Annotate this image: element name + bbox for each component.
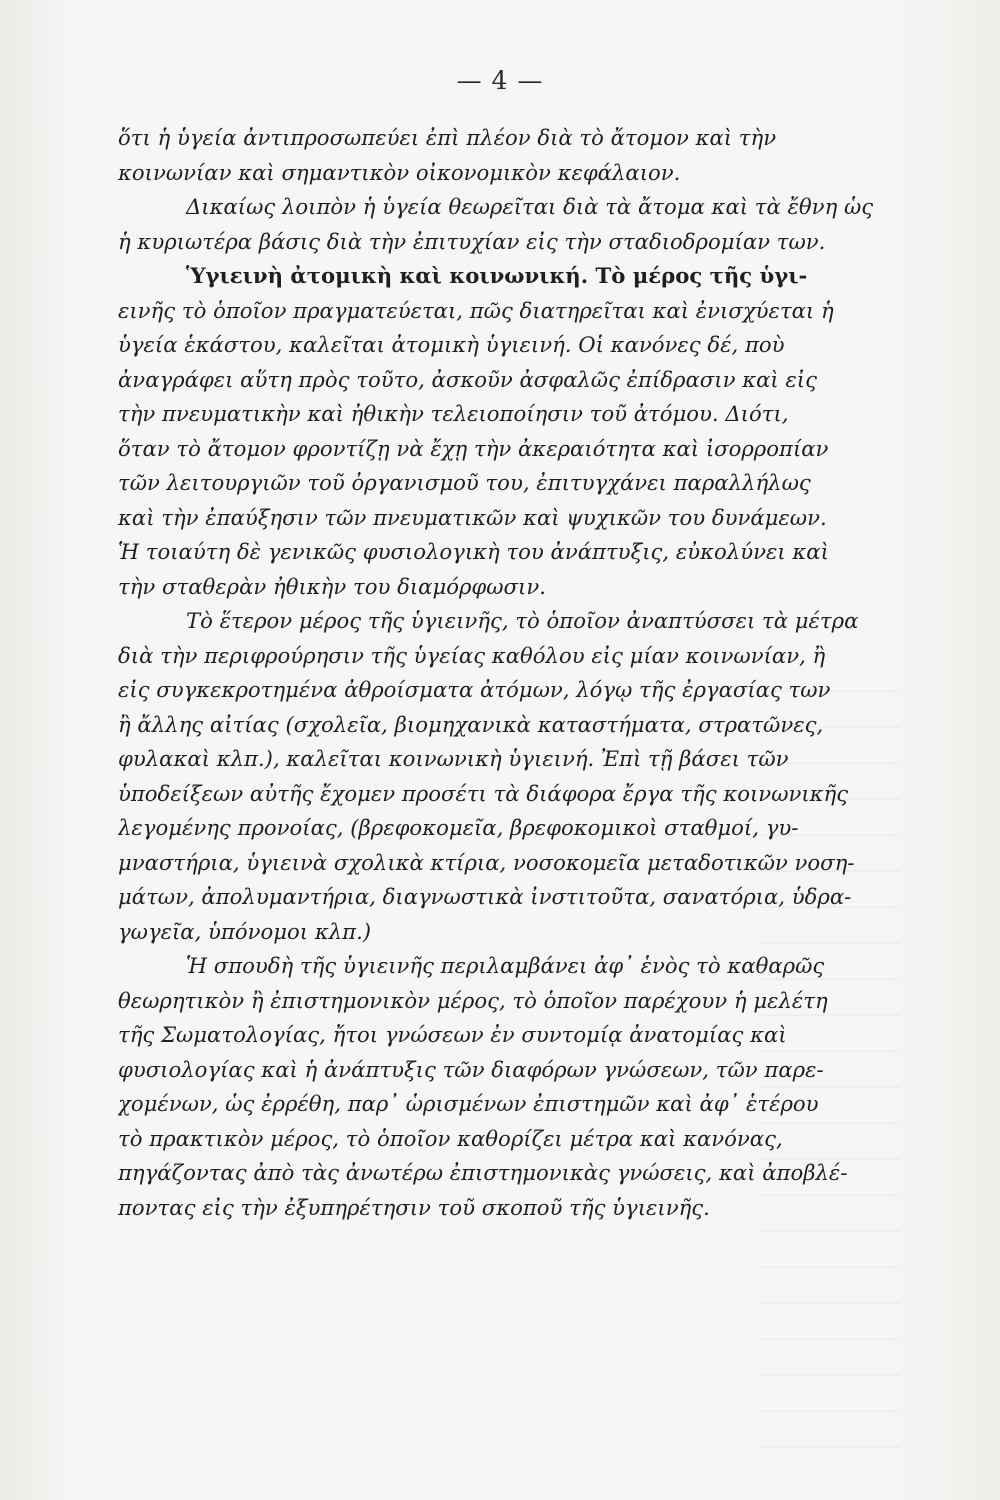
text-line: Ἡ τοιαύτη δὲ γενικῶς φυσιολογικὴ του ἀνάπτυξις, εὐκολύνει καὶ xyxy=(118,539,829,564)
text-line: Ἡ σπουδὴ τῆς ὑγιεινῆς περιλαμβάνει ἀφ᾽ ἑνὸς τὸ καθαρῶς xyxy=(186,953,825,978)
text-line: ὅταν τὸ ἄτομον φροντίζῃ νὰ ἔχῃ τὴν ἀκεραιότητα καὶ ἰσορροπίαν xyxy=(118,435,829,461)
text-line: τῆς Σωματολογίας, ἤτοι γνώσεων ἐν συντομίᾳ ἀνατομίας καὶ xyxy=(118,1022,787,1047)
text-line: τὴν πνευματικὴν καὶ ἠθικὴν τελειοποίησιν τοῦ ἀτόμου. Διότι, xyxy=(118,401,789,426)
text-line: τὸ πρακτικὸν μέρος, τὸ ὁποῖον καθορίζει μέτρα καὶ κανόνας, xyxy=(118,1125,783,1151)
text-line: χομένων, ὡς ἐρρέθη, παρ᾽ ὡρισμένων ἐπιστημῶν καὶ ἀφ᾽ ἑτέρου xyxy=(118,1091,819,1116)
text-line: ὑποδείξεων αὐτῆς ἔχομεν προσέτι τὰ διάφορα ἔργα τῆς κοινωνικῆς xyxy=(118,780,849,806)
text-line: κοινωνίαν καὶ σημαντικὸν οἰκονομικὸν κεφάλαιον. xyxy=(118,159,681,185)
text-line: ἀναγράφει αὕτη πρὸς τοῦτο, ἀσκοῦν ἀσφαλῶς ἐπίδρασιν καὶ εἰς xyxy=(118,366,817,392)
text-line: ὑγεία ἑκάστου, καλεῖται ἀτομικὴ ὑγιεινή. Οἱ κανόνες δέ, ποὺ xyxy=(118,332,785,357)
text-line: λεγομένης προνοίας, (βρεφοκομεῖα, βρεφοκομικοὶ σταθμοί, γυ- xyxy=(118,815,799,840)
text-line: Δικαίως λοιπὸν ἡ ὑγεία θεωρεῖται διὰ τὰ ἄτομα καὶ τὰ ἔθνη ὡς xyxy=(186,194,874,219)
text-line: διὰ τὴν περιφρούρησιν τῆς ὑγείας καθόλου εἰς μίαν κοινωνίαν, ἢ xyxy=(118,642,826,668)
text-line: μάτων, ἀπολυμαντήρια, διαγνωστικὰ ἰνστιτοῦτα, σανατόρια, ὑδρα- xyxy=(118,884,852,909)
text-line: ὅτι ἡ ὑγεία ἀντιπροσωπεύει ἐπὶ πλέον διὰ τὸ ἄτομον καὶ τὴν xyxy=(118,125,777,150)
page-number: — 4 — xyxy=(456,66,544,95)
text-line: φυσιολογίας καὶ ἡ ἀνάπτυξις τῶν διαφόρων γνώσεων, τῶν παρε- xyxy=(118,1056,824,1082)
text-line: πηγάζοντας ἀπὸ τὰς ἀνωτέρω ἐπιστημονικὰς γνώσεις, καὶ ἀποβλέ- xyxy=(118,1160,848,1185)
text-line: φυλακαὶ κλπ.), καλεῖται κοινωνικὴ ὑγιεινή. Ἐπὶ τῇ βάσει τῶν xyxy=(118,746,789,771)
text-line: Τὸ ἕτερον μέρος τῆς ὑγιεινῆς, τὸ ὁποῖον ἀναπτύσσει τὰ μέτρα xyxy=(186,608,859,633)
text-line: ποντας εἰς τὴν ἐξυπηρέτησιν τοῦ σκοποῦ τῆς ὑγιεινῆς. xyxy=(118,1194,710,1220)
text-line: ἢ ἄλλης αἰτίας (σχολεῖα, βιομηχανικὰ καταστήματα, στρατῶνες, xyxy=(118,711,824,737)
text-line: μναστήρια, ὑγιεινὰ σχολικὰ κτίρια, νοσοκομεῖα μεταδοτικῶν νοση- xyxy=(118,849,855,875)
text-line: εἰς συγκεκροτημένα ἀθροίσματα ἀτόμων, λόγῳ τῆς ἐργασίας των xyxy=(118,677,831,702)
text-line: τῶν λειτουργιῶν τοῦ ὀργανισμοῦ του, ἐπιτυγχάνει παραλλήλως xyxy=(118,470,811,495)
body-text xyxy=(118,121,904,1225)
text-line: ἡ κυριωτέρα βάσις διὰ τὴν ἐπιτυχίαν εἰς τὴν σταδιοδρομίαν των. xyxy=(118,228,826,254)
text-line: τὴν σταθερὰν ἠθικὴν του διαμόρφωσιν. xyxy=(118,573,546,599)
text-line: γωγεῖα, ὑπόνομοι κλπ.) xyxy=(118,918,372,944)
section-heading-line: Ὑγιεινὴ ἀτομικὴ καὶ κοινωνική. Τὸ μέρος τῆς ὑγι- xyxy=(186,263,808,288)
text-line: καὶ τὴν ἐπαύξησιν τῶν πνευματικῶν καὶ ψυχικῶν του δυνάμεων. xyxy=(118,504,827,530)
text-line: εινῆς τὸ ὁποῖον πραγματεύεται, πῶς διατηρεῖται καὶ ἐνισχύεται ἡ xyxy=(118,297,834,323)
text-line: θεωρητικὸν ἢ ἐπιστημονικὸν μέρος, τὸ ὁποῖον παρέχουν ἡ μελέτη xyxy=(118,987,828,1013)
